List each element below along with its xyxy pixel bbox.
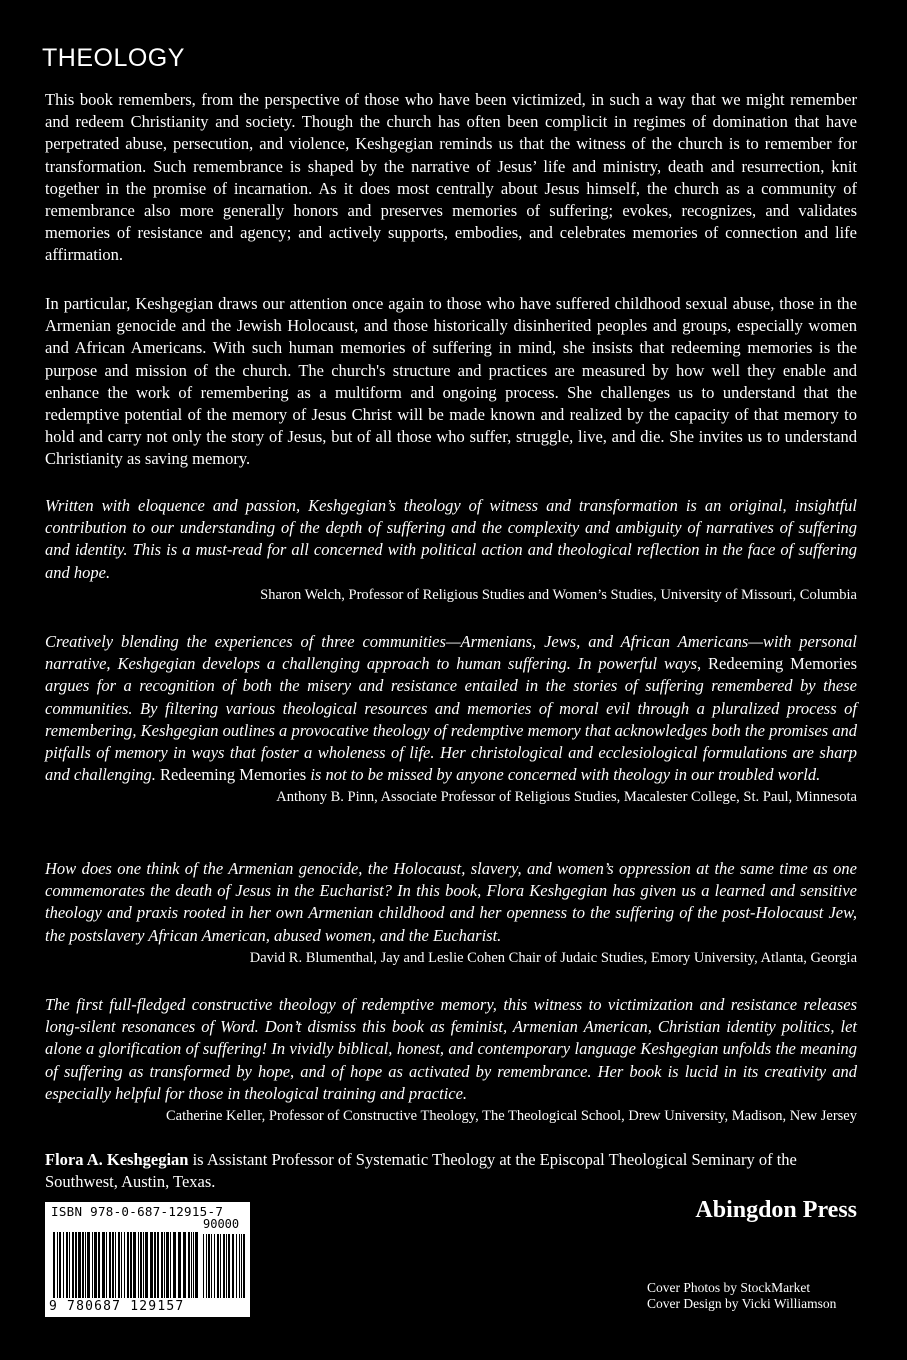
barcode-bar bbox=[106, 1232, 107, 1298]
isbn-label: ISBN 978-0-687-12915-7 bbox=[51, 1204, 224, 1219]
endorsement-4 bbox=[45, 994, 857, 1126]
endorsement-text-part: Creatively blending the experiences of three communities—Armenians, Jews, and African Americans—with personal narrative, Keshgegian develops a challenging approach to human suffering. In powerful ways, bbox=[45, 632, 857, 674]
author-bio bbox=[45, 1149, 857, 1193]
barcode-bar bbox=[66, 1232, 68, 1298]
barcode-bar bbox=[124, 1232, 125, 1298]
endorsement-attribution: Sharon Welch, Professor of Religious Studies and Women’s Studies, University of Missouri, Columbia bbox=[260, 586, 857, 603]
endorsement-text: The first full-fledged constructive theology of redemptive memory, this witness to victimization and resistance releases long-silent resonances of Word. Don’t dismiss this book as feminist, Armenian American, Christian identity politics, let alone a glorification of suffering! In vividly biblical, honest, and contemporary language Keshgegian unfolds the meaning of suffering as transformed by hope, and of hope as activated by remembrance. Her book is lucid in its creativity and especially helpful for those in theological training and practice. bbox=[45, 995, 857, 1103]
endorsement-text-part: argues for a recognition of both the misery and resistance entailed in the stories of suffering remembered by these communities. By filtering various theological resources and memories of moral evil through a pluralized process of remembering, Keshgegian outlines a provocative theology of redemptive memory that acknowledges both the promises and pitfalls of memory in ways that foster a wholeness of life. Her christological and ecclesiological formulations are sharp and challenging. bbox=[45, 676, 857, 785]
design-credit: Cover Design by Vicki Williamson bbox=[647, 1296, 837, 1311]
barcode-bar bbox=[75, 1232, 77, 1298]
barcode-bar bbox=[63, 1232, 64, 1298]
barcode-bar bbox=[59, 1232, 61, 1298]
isbn-barcode bbox=[45, 1202, 250, 1317]
barcode-bar bbox=[191, 1232, 192, 1298]
addon-bar bbox=[241, 1234, 242, 1298]
barcode-bar bbox=[102, 1232, 105, 1298]
barcode-bar bbox=[183, 1232, 186, 1298]
addon-bar bbox=[208, 1234, 210, 1298]
endorsement-attribution: David R. Blumenthal, Jay and Leslie Cohen Chair of Judaic Studies, Emory University, Atlanta, Georgia bbox=[249, 949, 857, 966]
barcode-bar bbox=[173, 1232, 176, 1298]
barcode-bar bbox=[143, 1232, 144, 1298]
barcode-bar bbox=[53, 1232, 55, 1298]
barcode-bar bbox=[178, 1232, 181, 1298]
addon-bar bbox=[232, 1234, 234, 1298]
category-heading: THEOLOGY bbox=[42, 44, 185, 72]
addon-bar bbox=[211, 1234, 212, 1298]
description-paragraph-1: This book remembers, from the perspective of those who have been victimized, in such a way that we might remember and redeem Christianity and society. Though the church has often been complicit in regimes of domination that have perpetrated abuse, persecution, and violence, Keshgegian reminds us that the witness of the church is to remember for transformation. Such remembrance is shaped by the narrative of Jesus’ life and ministry, death and resurrection, knit together in the promise of incarnation. As it does most centrally about Jesus himself, the church as a community of remembrance also more generally honors and preserves memories of suffering; evokes, recognizes, and validates memories of resistance and agency; and actively supports, embodies, and celebrates memories of connection and life affirmation. bbox=[45, 90, 857, 265]
addon-bar bbox=[220, 1234, 221, 1298]
barcode-bar bbox=[87, 1232, 90, 1298]
isbn-number bbox=[51, 1204, 223, 1219]
barcode-bar bbox=[72, 1232, 74, 1298]
barcode-bar bbox=[188, 1232, 190, 1298]
barcode-bar bbox=[98, 1232, 100, 1298]
barcode-bar bbox=[161, 1232, 163, 1298]
barcode-bar bbox=[109, 1232, 111, 1298]
addon-bar bbox=[206, 1234, 207, 1298]
endorsement-text: Written with eloquence and passion, Keshgegian’s theology of witness and transformation is an original, insightful contribution to our understanding of the depth of suffering and the complexity and ambiguity of narratives of suffering and identity. This is a must-read for all concerned with political action and theological reflection in the face of suffering and hope. bbox=[45, 496, 857, 582]
barcode-bar bbox=[118, 1232, 120, 1298]
barcode-bar bbox=[82, 1232, 84, 1298]
barcode-bar bbox=[69, 1232, 70, 1298]
price-code: 90000 bbox=[203, 1217, 240, 1231]
barcode-bar bbox=[145, 1232, 148, 1298]
barcode-bar bbox=[154, 1232, 156, 1298]
addon-bar bbox=[217, 1234, 219, 1298]
barcode-bar bbox=[94, 1232, 97, 1298]
description-paragraph-2: In particular, Keshgegian draws our attention once again to those who have suffered childhood sexual abuse, those in the Armenian genocide and the Jewish Holocaust, and those historically disinherited peoples and groups, especially women and African Americans. With such human memories of suffering in mind, she insists that redeeming memories is the purpose and mission of the church. The church's structure and practices are measured by how well they enable and enhance the work of remembering as a multiform and ongoing process. She challenges us to understand that the redemptive potential of the memory of Jesus Christ will be made known and realized by the capacity of that memory to hold and carry not only the story of Jesus, but of all those who suffer, struggle, live, and die. She invites us to understand Christianity as saving memory. bbox=[45, 294, 857, 469]
publisher-name: Abingdon Press bbox=[695, 1197, 857, 1223]
photo-credit: Cover Photos by StockMarket bbox=[647, 1280, 811, 1295]
barcode-bar bbox=[140, 1232, 142, 1298]
barcode-bar bbox=[130, 1232, 132, 1298]
barcode-bar bbox=[195, 1232, 198, 1298]
book-title: Redeeming Memories bbox=[160, 765, 307, 785]
book-title: Redeeming Memories bbox=[708, 654, 858, 674]
barcode-bar bbox=[78, 1232, 81, 1298]
barcode-bar bbox=[112, 1232, 114, 1298]
barcode-bar bbox=[133, 1232, 136, 1298]
barcode-bar bbox=[170, 1232, 171, 1298]
author-name: Flora A. Keshgegian bbox=[45, 1150, 189, 1169]
addon-bar bbox=[239, 1234, 240, 1298]
addon-bar bbox=[226, 1234, 227, 1298]
endorsement-2 bbox=[45, 631, 857, 807]
endorsement-text bbox=[45, 631, 857, 786]
barcode-digits: 9 780687 129157 bbox=[49, 1299, 185, 1314]
barcode-bar bbox=[150, 1232, 153, 1298]
addon-bar bbox=[203, 1234, 204, 1298]
addon-bar bbox=[214, 1234, 215, 1298]
barcode-bar bbox=[85, 1232, 86, 1298]
endorsement-attribution: Catherine Keller, Professor of Constructive Theology, The Theological School, Drew University, Madison, New Jersey bbox=[166, 1108, 857, 1125]
barcode-bar bbox=[121, 1232, 122, 1298]
barcode-bar bbox=[57, 1232, 58, 1298]
addon-bar bbox=[243, 1234, 245, 1298]
barcode-bar bbox=[193, 1232, 194, 1298]
addon-bar bbox=[236, 1234, 237, 1298]
barcode-bar bbox=[92, 1232, 93, 1298]
endorsement-1 bbox=[45, 495, 857, 605]
endorsement-text: How does one think of the Armenian genocide, the Holocaust, slavery, and women’s oppression at the same time as one commemorates the death of Jesus in the Eucharist? In this book, Flora Keshgegian has given us a learned and sensitive theology and praxis rooted in her own Armenian childhood and her openness to the suffering of the post-Holocaust Jew, the postslavery African American, abused women, and the Eucharist. bbox=[45, 859, 857, 945]
addon-bar bbox=[223, 1234, 225, 1298]
author-bio-text: is Assistant Professor of Systematic Theology at the Episcopal Theological Seminary of the Southwest, Austin, Texas. bbox=[45, 1150, 797, 1191]
addon-bar bbox=[228, 1234, 230, 1298]
barcode-bar bbox=[166, 1232, 169, 1298]
endorsement-text-part: is not to be missed by anyone concerned with theology in our troubled world. bbox=[306, 765, 821, 785]
endorsement-3 bbox=[45, 858, 857, 968]
barcode-bar bbox=[164, 1232, 165, 1298]
cover-credits bbox=[647, 1280, 836, 1312]
barcode-bar bbox=[115, 1232, 116, 1298]
barcode-bar bbox=[127, 1232, 129, 1298]
barcode-bar bbox=[138, 1232, 139, 1298]
barcode-bar bbox=[157, 1232, 159, 1298]
endorsement-attribution: Anthony B. Pinn, Associate Professor of Religious Studies, Macalester College, St. Paul, Minnesota bbox=[276, 789, 857, 806]
